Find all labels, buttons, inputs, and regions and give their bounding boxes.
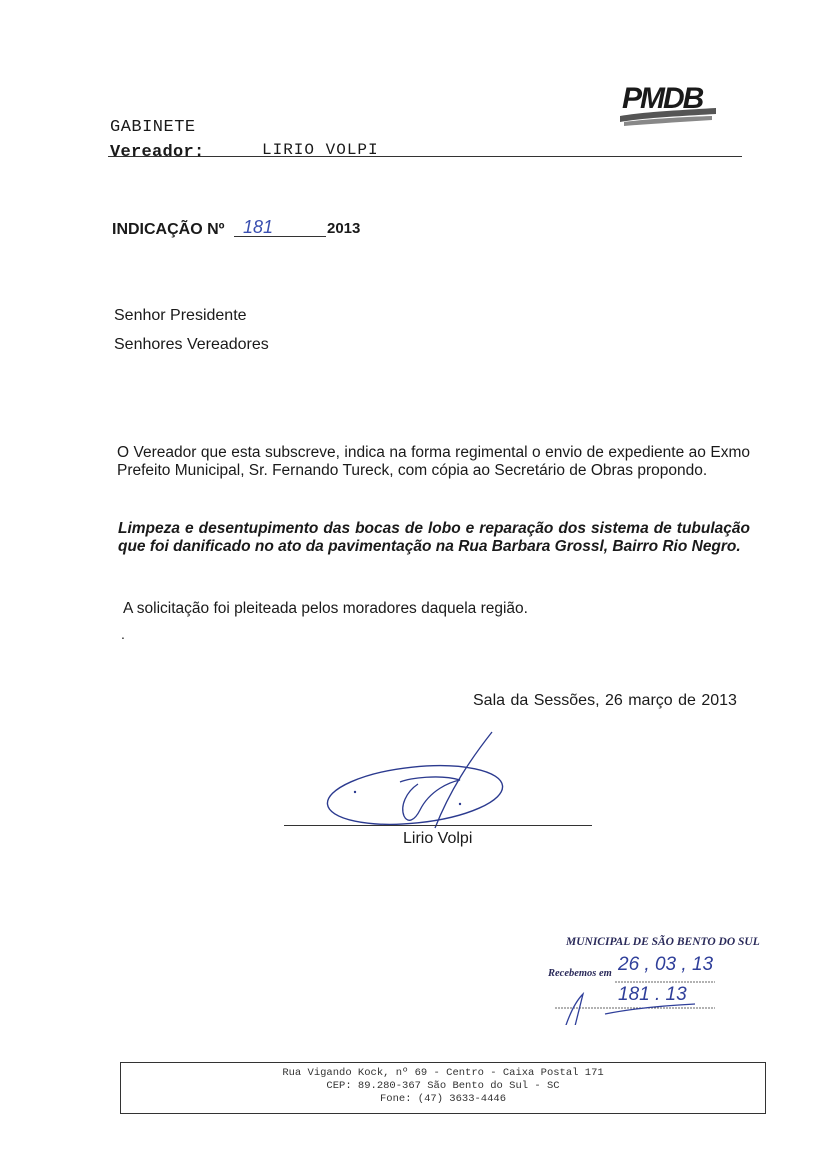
party-logo: [612, 72, 722, 130]
office-title: GABINETE: [110, 118, 196, 137]
place-and-date: Sala da Sessões, 26 março de 2013: [473, 692, 737, 709]
svg-text:PMDB: PMDB: [622, 82, 703, 115]
greeting-president: Senhor Presidente: [114, 307, 247, 324]
header-divider: [108, 156, 742, 157]
stamp-received-date: 26 , 03 , 13: [618, 954, 714, 975]
indication-year: 2013: [327, 220, 361, 237]
body-paragraph: O Vereador que esta subscreve, indica na forma regimental o envio de expediente ao Exmo Prefeito Municipal, Sr. Fernando Tureck, com cópia ao Secretário de Obras propondo.: [117, 444, 750, 479]
footer-address: Rua Vigando Kock, nº 69 - Centro - Caixa Postal 171: [282, 1067, 604, 1079]
signature-line: [284, 825, 592, 826]
stamp-protocol-number: 181 . 13: [618, 984, 687, 1005]
councilor-name: LIRIO VOLPI: [262, 141, 379, 159]
indication-number: 181: [243, 217, 274, 237]
greeting-councilors: Senhores Vereadores: [114, 336, 269, 353]
indication-label: INDICAÇÃO Nº: [112, 221, 225, 238]
handwritten-signature: [300, 720, 530, 840]
request-paragraph: A solicitação foi pleiteada pelos moradores daquela região.: [123, 600, 528, 617]
stray-dot: .: [121, 626, 125, 642]
stamp-title: MUNICIPAL DE SÃO BENTO DO SUL: [566, 936, 760, 948]
signer-name: Lirio Volpi: [403, 830, 473, 847]
footer-phone: Fone: (47) 3633-4446: [379, 1093, 507, 1105]
footer-address-box: [120, 1062, 766, 1114]
stamp-received-label: Recebemos em: [548, 968, 612, 979]
subject-paragraph: Limpeza e desentupimento das bocas de lobo e reparação dos sistema de tubulação que foi danificado no ato da pavimentação na Rua Barbara Grossl, Bairro Rio Negro.: [118, 520, 750, 555]
footer-postal: CEP: 89.280-367 São Bento do Sul - SC: [326, 1080, 560, 1092]
councilor-label: Vereador:: [110, 143, 205, 162]
